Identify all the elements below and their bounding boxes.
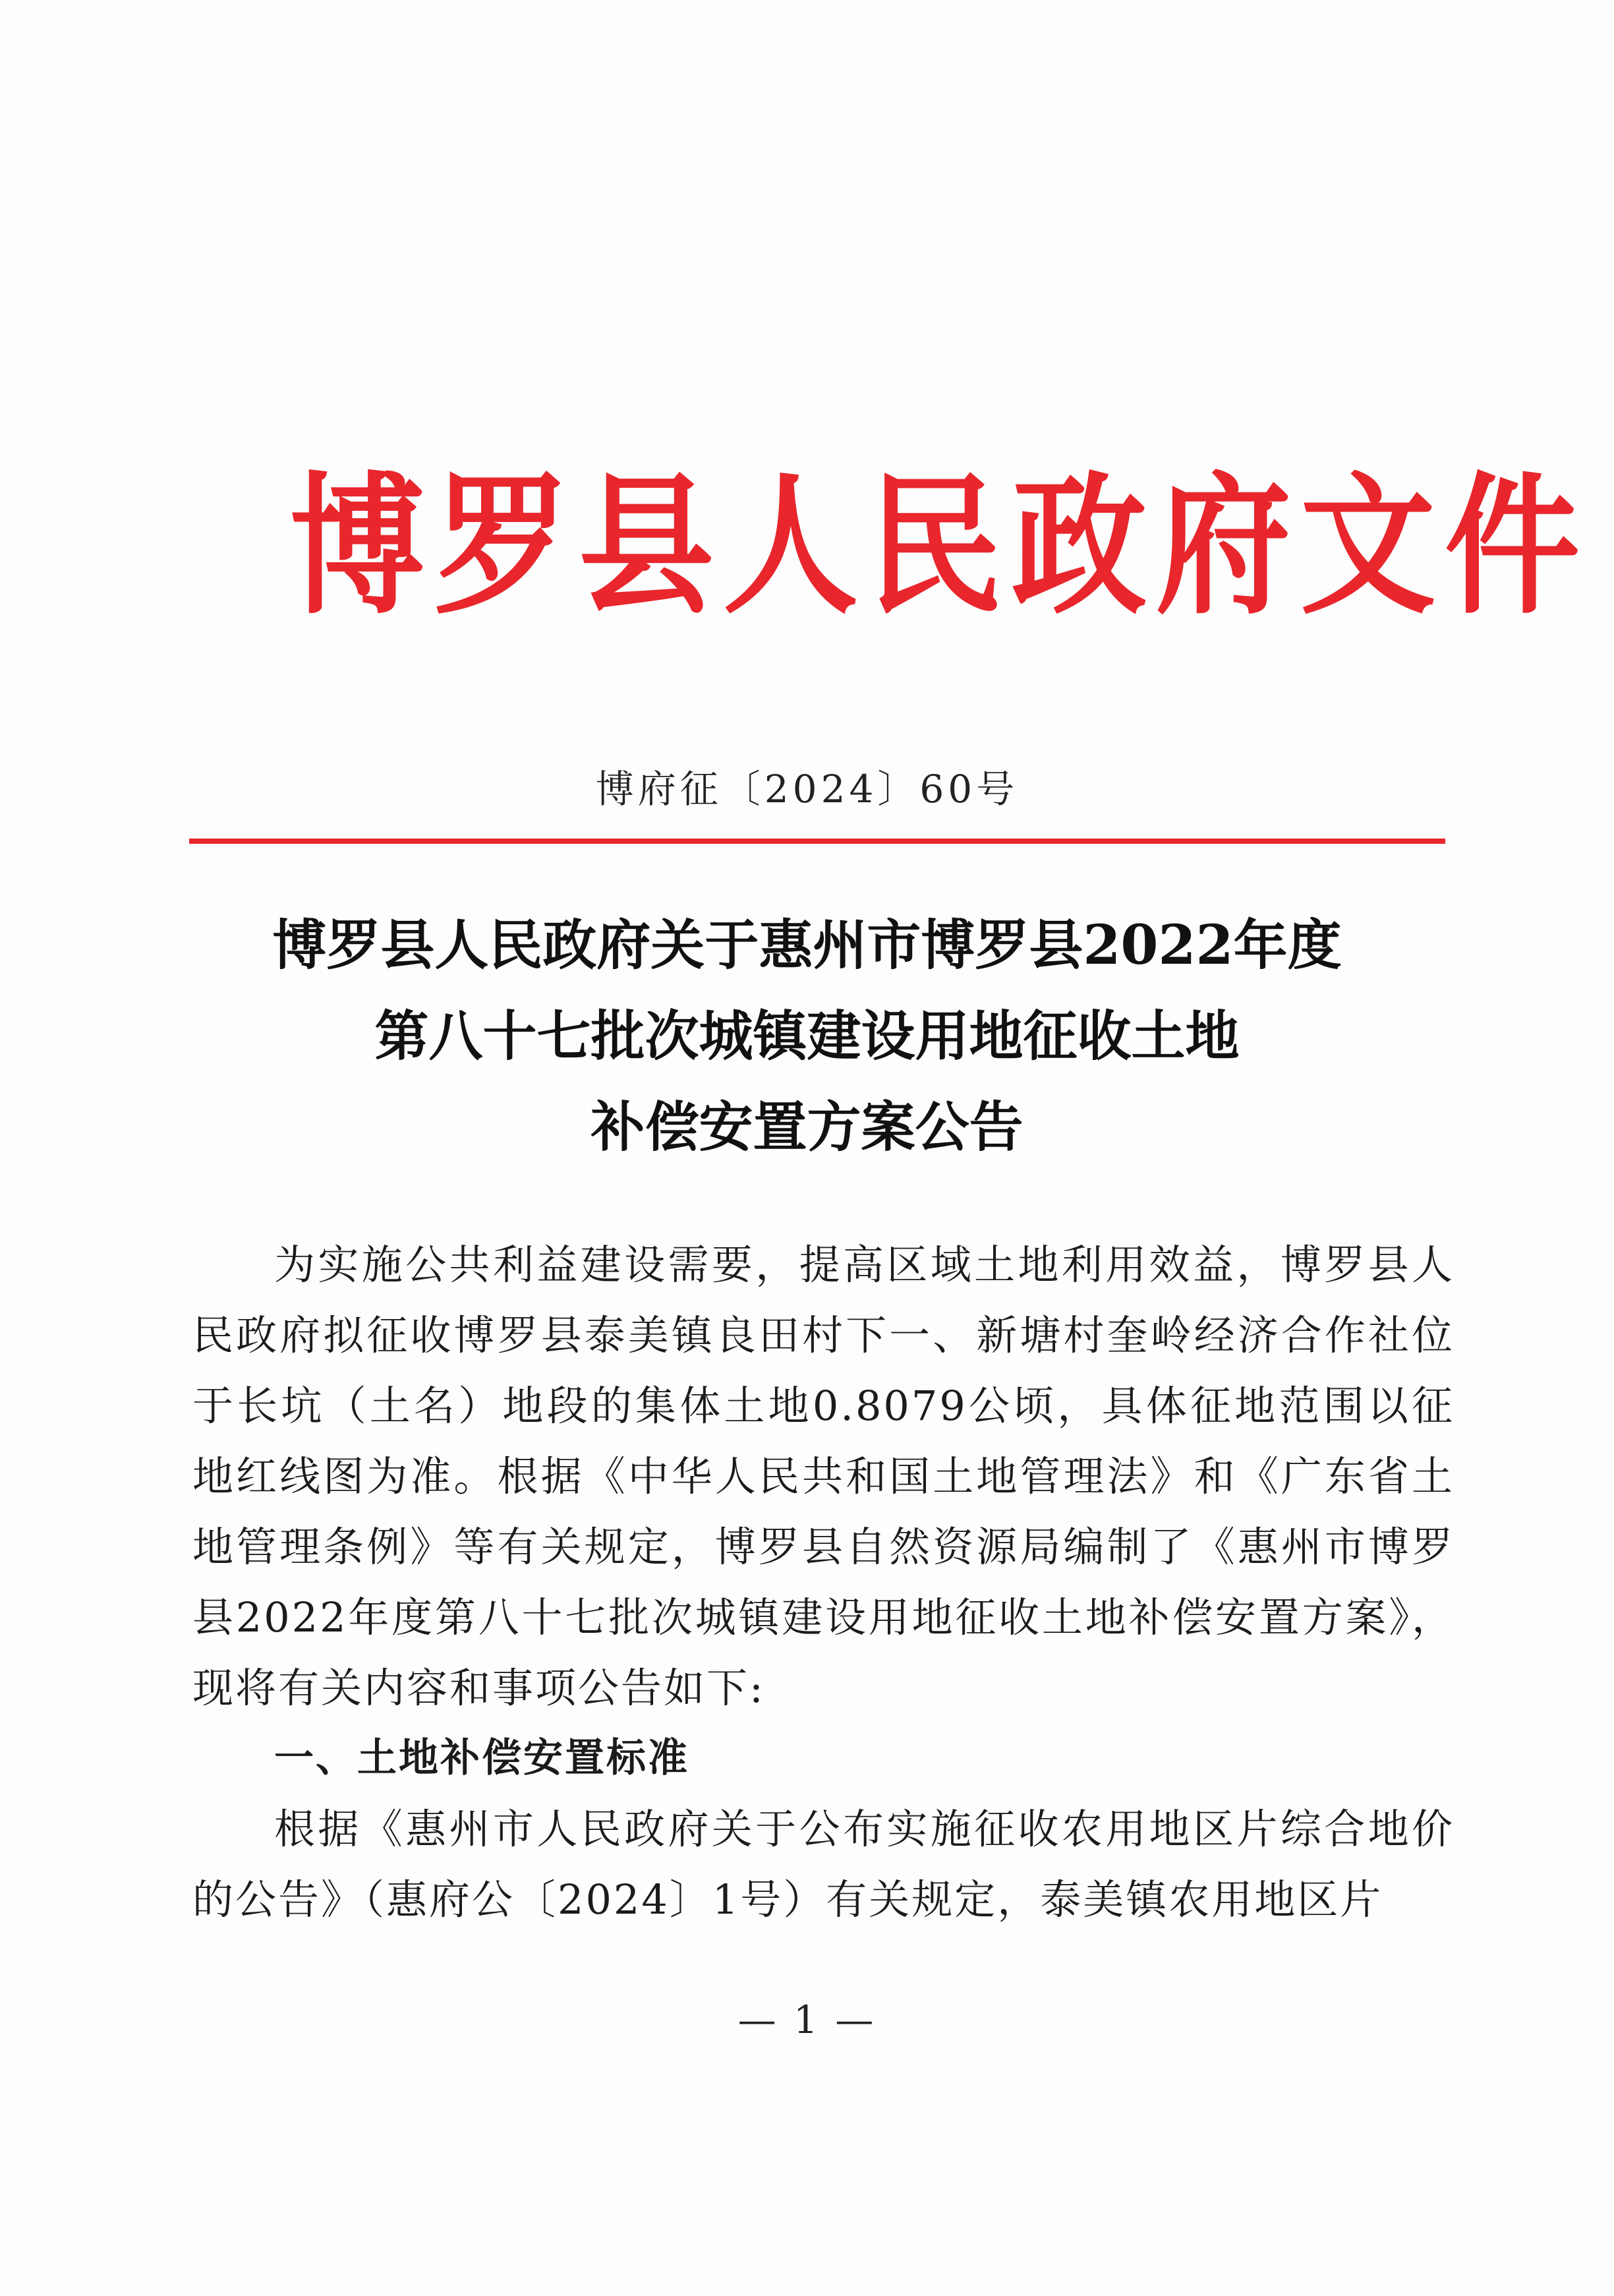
- masthead-title: 博罗县人民政府文件: [290, 459, 1589, 635]
- section-heading-compensation: 一、土地补偿安置标准: [274, 1735, 689, 1781]
- title-line-3: 补偿安置方案公告: [591, 1096, 1023, 1159]
- paragraph-standard: 根据《惠州市人民政府关于公布实施征收农用地区片综合地价的公告》（惠府公〔2024〕1号）有关规定，泰美镇农用地区片: [192, 1805, 1455, 1924]
- page-number: — 1 —: [737, 1997, 877, 2042]
- document-number: 博府征〔2024〕60号: [595, 767, 1019, 811]
- body-text: [192, 1229, 1455, 1935]
- red-divider-line: [189, 839, 1445, 844]
- title-line-2: 第八十七批次城镇建设用地征收土地: [374, 1005, 1240, 1068]
- paragraph-intro: 为实施公共利益建设需要，提高区域土地利用效益，博罗县人民政府拟征收博罗县泰美镇良田村下一、新塘村奎岭经济合作社位于长坑（土名）地段的集体土地0.8079公顷，具体征地范围以征地红线图为准。根据《中华人民共和国土地管理法》和《广东省土地管理条例》等有关规定，博罗县自然资源局编制了《惠州市博罗县2022年度第八十七批次城镇建设用地征收土地补偿安置方案》，现将有关内容和事项公告如下:: [192, 1241, 1455, 1712]
- title-line-1: 博罗县人民政府关于惠州市博罗县2022年度: [272, 914, 1342, 977]
- announcement-title: [0, 900, 1614, 1173]
